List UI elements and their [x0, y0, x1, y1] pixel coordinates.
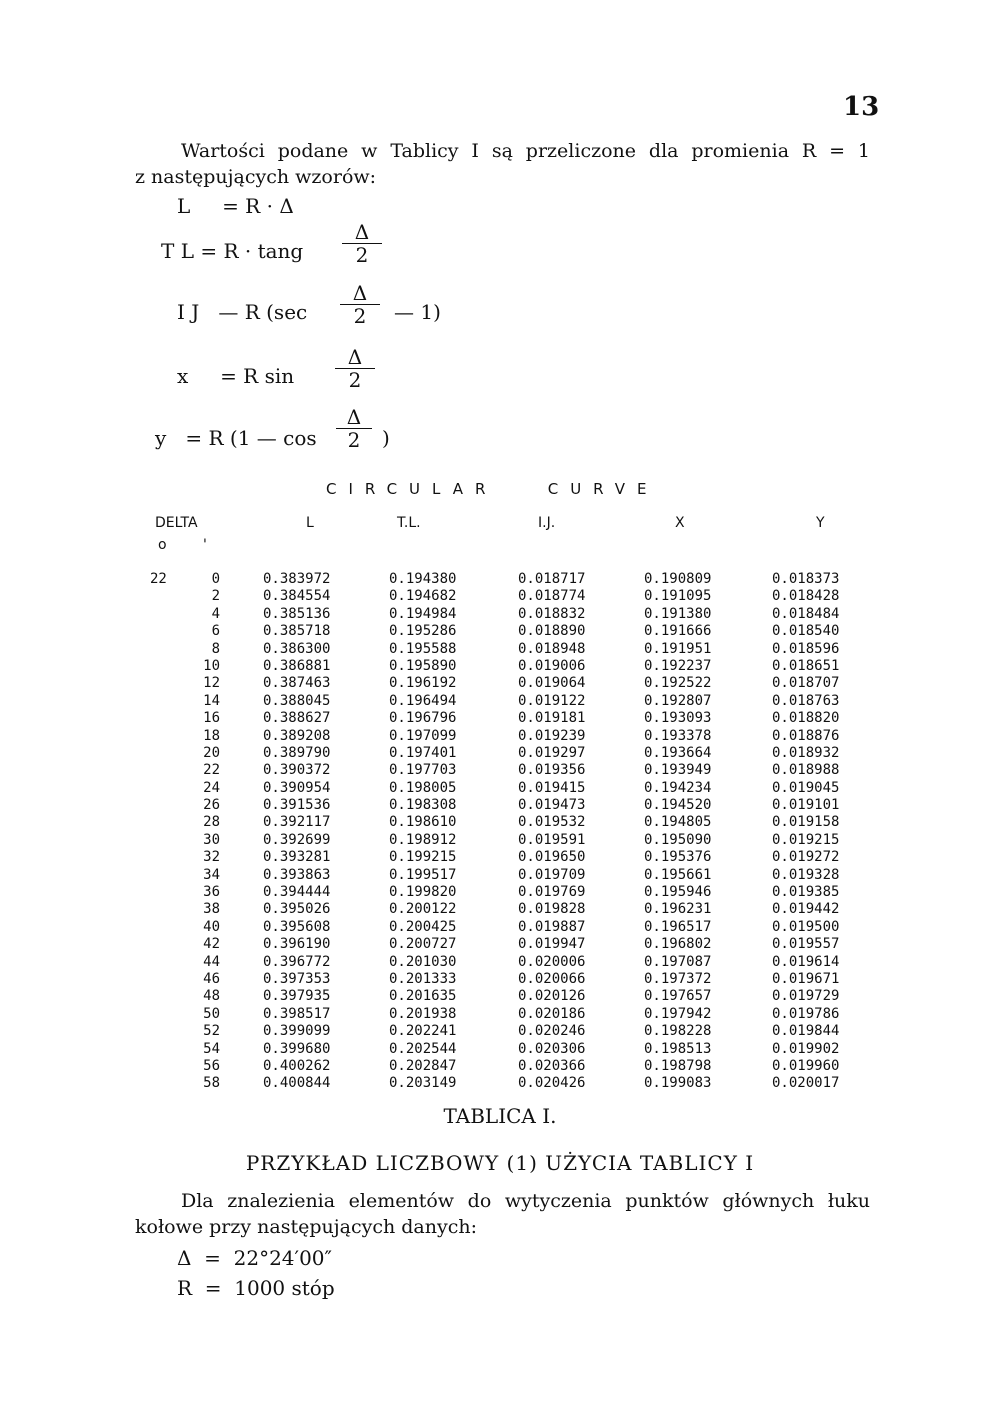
tl-cell: 0.200425 — [389, 918, 457, 935]
y-cell: 0.018373 — [772, 571, 840, 587]
y-cell: 0.018932 — [772, 744, 840, 761]
header-minute-symbol: ' — [203, 537, 207, 553]
formula-l: L = R · Δ — [177, 194, 294, 218]
x-cell: 0.193949 — [644, 762, 712, 779]
y-cell: 0.019328 — [772, 866, 840, 883]
tl-cell: 0.198308 — [389, 797, 457, 814]
ij-cell: 0.019297 — [518, 744, 586, 761]
y-cell: 0.018876 — [772, 727, 840, 744]
minute-cell: 54 — [203, 1040, 220, 1057]
tl-cell: 0.201635 — [389, 988, 457, 1005]
tl-cell: 0.198912 — [389, 831, 457, 848]
intro-line: z następujących wzorów: — [135, 166, 377, 188]
ij-cell: 0.020186 — [518, 1005, 586, 1022]
minute-cell: 2 — [211, 588, 220, 605]
x-cell: 0.192522 — [644, 675, 712, 692]
x-cell: 0.195661 — [644, 866, 712, 883]
header-ij: I.J. — [538, 515, 556, 531]
l-cell: 0.389208 — [263, 727, 331, 744]
ij-cell: 0.019591 — [518, 831, 586, 848]
tl-cell: 0.199820 — [389, 884, 457, 901]
minute-cell: 26 — [203, 797, 220, 814]
y-cell: 0.018651 — [772, 657, 840, 674]
ij-cell: 0.020366 — [518, 1057, 586, 1074]
x-cell: 0.195946 — [644, 884, 712, 901]
y-cell: 0.018988 — [772, 762, 840, 779]
l-cell: 0.396190 — [263, 936, 331, 953]
minute-cell: 24 — [203, 779, 220, 796]
x-cell: 0.197087 — [644, 953, 712, 970]
l-cell: 0.400844 — [263, 1075, 331, 1092]
tl-cell: 0.198610 — [389, 814, 457, 831]
x-cell: 0.197657 — [644, 988, 712, 1005]
l-cell: 0.392699 — [263, 831, 331, 848]
ij-cell: 0.020066 — [518, 970, 586, 987]
minute-cell: 8 — [211, 640, 220, 657]
x-cell: 0.196802 — [644, 936, 712, 953]
tl-cell: 0.200122 — [389, 901, 457, 918]
formula-y: y = R (1 — cos — [155, 426, 317, 450]
minute-cell: 40 — [203, 918, 220, 935]
tl-cell: 0.196192 — [389, 675, 457, 692]
y-cell: 0.019385 — [772, 884, 840, 901]
minute-cell: 32 — [203, 849, 220, 866]
l-cell: 0.385136 — [263, 605, 331, 622]
l-cell: 0.396772 — [263, 953, 331, 970]
tl-cell: 0.203149 — [389, 1075, 457, 1092]
y-cell: 0.019844 — [772, 1023, 840, 1040]
tl-cell: 0.197099 — [389, 727, 457, 744]
x-cell: 0.193093 — [644, 710, 712, 727]
minute-cell: 44 — [203, 953, 220, 970]
tl-cell: 0.199215 — [389, 849, 457, 866]
y-cell: 0.019614 — [772, 953, 840, 970]
ij-cell: 0.020006 — [518, 953, 586, 970]
l-cell: 0.389790 — [263, 744, 331, 761]
x-cell: 0.192807 — [644, 692, 712, 709]
example-line: kołowe przy następujących danych: — [135, 1216, 477, 1238]
y-cell: 0.018707 — [772, 675, 840, 692]
ij-cell: 0.019887 — [518, 918, 586, 935]
l-cell: 0.386881 — [263, 657, 331, 674]
ij-cell: 0.019064 — [518, 675, 586, 692]
minute-cell: 50 — [203, 1005, 220, 1022]
ij-cell: 0.019828 — [518, 901, 586, 918]
tl-cell: 0.194380 — [389, 571, 457, 587]
l-cell: 0.397935 — [263, 988, 331, 1005]
y-cell: 0.019101 — [772, 797, 840, 814]
header-degree-symbol: o — [158, 537, 167, 553]
minute-cell: 56 — [203, 1057, 220, 1074]
l-cell: 0.399099 — [263, 1023, 331, 1040]
example-paragraph — [135, 1188, 870, 1240]
tl-cell: 0.201333 — [389, 970, 457, 987]
fraction: Δ 2 — [336, 406, 372, 451]
tl-cell: 0.199517 — [389, 866, 457, 883]
tl-cell: 0.197703 — [389, 762, 457, 779]
tl-cell: 0.195588 — [389, 640, 457, 657]
l-cell: 0.390954 — [263, 779, 331, 796]
formula-tl: T L = R · tang — [161, 239, 304, 263]
l-cell: 0.386300 — [263, 640, 331, 657]
l-cell: 0.391536 — [263, 797, 331, 814]
fraction: Δ 2 — [340, 282, 380, 327]
formula-y-tail: ) — [382, 426, 390, 450]
tl-cell: 0.194984 — [389, 605, 457, 622]
minute-cell: 20 — [203, 744, 220, 761]
y-cell: 0.018596 — [772, 640, 840, 657]
ij-cell: 0.020246 — [518, 1023, 586, 1040]
y-cell: 0.018763 — [772, 692, 840, 709]
y-cell: 0.019786 — [772, 1005, 840, 1022]
l-cell: 0.398517 — [263, 1005, 331, 1022]
l-cell: 0.388627 — [263, 710, 331, 727]
formula-ij: I J — R (sec — [177, 300, 308, 324]
example-line: Dla znalezienia elementów do wytyczenia punktów głównych łuku — [181, 1190, 870, 1212]
x-cell: 0.194805 — [644, 814, 712, 831]
ij-cell: 0.019650 — [518, 849, 586, 866]
minute-cell: 22 — [203, 762, 220, 779]
x-cell: 0.191666 — [644, 623, 712, 640]
header-l: L — [306, 515, 314, 531]
l-cell: 0.385718 — [263, 623, 331, 640]
l-cell: 0.390372 — [263, 762, 331, 779]
ij-cell: 0.018948 — [518, 640, 586, 657]
y-cell: 0.019215 — [772, 831, 840, 848]
x-cell: 0.194234 — [644, 779, 712, 796]
minute-cell: 4 — [211, 605, 220, 622]
minute-cell: 38 — [203, 901, 220, 918]
header-tl: T.L. — [397, 515, 421, 531]
example-title: PRZYKŁAD LICZBOWY (1) UŻYCIA TABLICY I — [245, 1151, 755, 1175]
ij-cell: 0.019181 — [518, 710, 586, 727]
y-cell: 0.018428 — [772, 588, 840, 605]
tl-cell: 0.195286 — [389, 623, 457, 640]
ij-cell: 0.020126 — [518, 988, 586, 1005]
ij-cell: 0.019356 — [518, 762, 586, 779]
tl-cell: 0.196796 — [389, 710, 457, 727]
x-cell: 0.197372 — [644, 970, 712, 987]
tl-cell: 0.201938 — [389, 1005, 457, 1022]
ij-cell: 0.019122 — [518, 692, 586, 709]
minute-cell: 18 — [203, 727, 220, 744]
x-cell: 0.198798 — [644, 1057, 712, 1074]
tl-cell: 0.195890 — [389, 657, 457, 674]
x-cell: 0.195376 — [644, 849, 712, 866]
ij-cell: 0.018717 — [518, 571, 586, 587]
ij-cell: 0.019473 — [518, 797, 586, 814]
fraction: Δ 2 — [342, 221, 382, 266]
y-cell: 0.019902 — [772, 1040, 840, 1057]
formula-ij-tail: — 1) — [394, 300, 441, 324]
tl-cell: 0.202847 — [389, 1057, 457, 1074]
l-cell: 0.388045 — [263, 692, 331, 709]
minute-cell: 36 — [203, 884, 220, 901]
l-cell: 0.392117 — [263, 814, 331, 831]
tl-cell: 0.196494 — [389, 692, 457, 709]
y-cell: 0.020017 — [772, 1075, 840, 1092]
tl-cell: 0.201030 — [389, 953, 457, 970]
l-cell: 0.400262 — [263, 1057, 331, 1074]
minute-cell: 6 — [211, 623, 220, 640]
fraction: Δ 2 — [335, 346, 375, 391]
minute-cell: 12 — [203, 675, 220, 692]
ij-cell: 0.019709 — [518, 866, 586, 883]
ij-cell: 0.018890 — [518, 623, 586, 640]
l-cell: 0.395026 — [263, 901, 331, 918]
x-cell: 0.191095 — [644, 588, 712, 605]
minute-cell: 42 — [203, 936, 220, 953]
y-cell: 0.019045 — [772, 779, 840, 796]
table-caption: CIRCULAR CURVE — [326, 480, 659, 498]
ij-cell: 0.019947 — [518, 936, 586, 953]
minute-cell: 16 — [203, 710, 220, 727]
y-cell: 0.018820 — [772, 710, 840, 727]
table-title: TABLICA I. — [443, 1104, 557, 1128]
minute-cell: 30 — [203, 831, 220, 848]
degree-cell: 22 — [150, 571, 167, 587]
x-cell: 0.193378 — [644, 727, 712, 744]
ij-cell: 0.020426 — [518, 1075, 586, 1092]
x-cell: 0.190809 — [644, 571, 712, 587]
page-number: 13 — [843, 92, 880, 122]
ij-cell: 0.019532 — [518, 814, 586, 831]
tl-cell: 0.194682 — [389, 588, 457, 605]
x-cell: 0.198513 — [644, 1040, 712, 1057]
y-cell: 0.019442 — [772, 901, 840, 918]
minute-cell: 10 — [203, 657, 220, 674]
ij-cell: 0.019239 — [518, 727, 586, 744]
header-delta: DELTA — [155, 515, 198, 531]
intro-line: Wartości podane w Tablicy I są przeliczone dla promienia R = 1 — [181, 140, 870, 162]
formula-x: x = R sin — [177, 364, 295, 388]
l-cell: 0.384554 — [263, 588, 331, 605]
minute-cell: 34 — [203, 866, 220, 883]
x-cell: 0.192237 — [644, 657, 712, 674]
minute-cell: 28 — [203, 814, 220, 831]
l-cell: 0.394444 — [263, 884, 331, 901]
tl-cell: 0.200727 — [389, 936, 457, 953]
ij-cell: 0.020306 — [518, 1040, 586, 1057]
y-cell: 0.019500 — [772, 918, 840, 935]
x-cell: 0.197942 — [644, 1005, 712, 1022]
l-cell: 0.387463 — [263, 675, 331, 692]
y-cell: 0.019729 — [772, 988, 840, 1005]
header-x: X — [675, 515, 685, 531]
ij-cell: 0.018832 — [518, 605, 586, 622]
x-cell: 0.193664 — [644, 744, 712, 761]
x-cell: 0.191380 — [644, 605, 712, 622]
tl-cell: 0.197401 — [389, 744, 457, 761]
intro-paragraph — [135, 138, 870, 190]
x-cell: 0.191951 — [644, 640, 712, 657]
y-cell: 0.018540 — [772, 623, 840, 640]
x-cell: 0.199083 — [644, 1075, 712, 1092]
y-cell: 0.019557 — [772, 936, 840, 953]
l-cell: 0.395608 — [263, 918, 331, 935]
y-cell: 0.019272 — [772, 849, 840, 866]
ij-cell: 0.019769 — [518, 884, 586, 901]
ij-cell: 0.019006 — [518, 657, 586, 674]
l-cell: 0.393863 — [263, 866, 331, 883]
x-cell: 0.198228 — [644, 1023, 712, 1040]
l-cell: 0.383972 — [263, 571, 331, 587]
y-cell: 0.019671 — [772, 970, 840, 987]
ij-cell: 0.019415 — [518, 779, 586, 796]
tl-cell: 0.202241 — [389, 1023, 457, 1040]
minute-cell: 14 — [203, 692, 220, 709]
y-cell: 0.018484 — [772, 605, 840, 622]
x-cell: 0.194520 — [644, 797, 712, 814]
tl-cell: 0.198005 — [389, 779, 457, 796]
minute-cell: 0 — [211, 571, 220, 587]
header-y: Y — [816, 515, 825, 531]
l-cell: 0.393281 — [263, 849, 331, 866]
y-cell: 0.019960 — [772, 1057, 840, 1074]
tl-cell: 0.202544 — [389, 1040, 457, 1057]
minute-cell: 48 — [203, 988, 220, 1005]
ij-cell: 0.018774 — [518, 588, 586, 605]
minute-cell: 52 — [203, 1023, 220, 1040]
given-delta: Δ = 22°24′00″ — [177, 1246, 332, 1270]
x-cell: 0.196517 — [644, 918, 712, 935]
l-cell: 0.397353 — [263, 970, 331, 987]
given-radius: R = 1000 stóp — [177, 1276, 335, 1300]
l-cell: 0.399680 — [263, 1040, 331, 1057]
minute-cell: 46 — [203, 970, 220, 987]
y-cell: 0.019158 — [772, 814, 840, 831]
x-cell: 0.195090 — [644, 831, 712, 848]
x-cell: 0.196231 — [644, 901, 712, 918]
minute-cell: 58 — [203, 1075, 220, 1092]
